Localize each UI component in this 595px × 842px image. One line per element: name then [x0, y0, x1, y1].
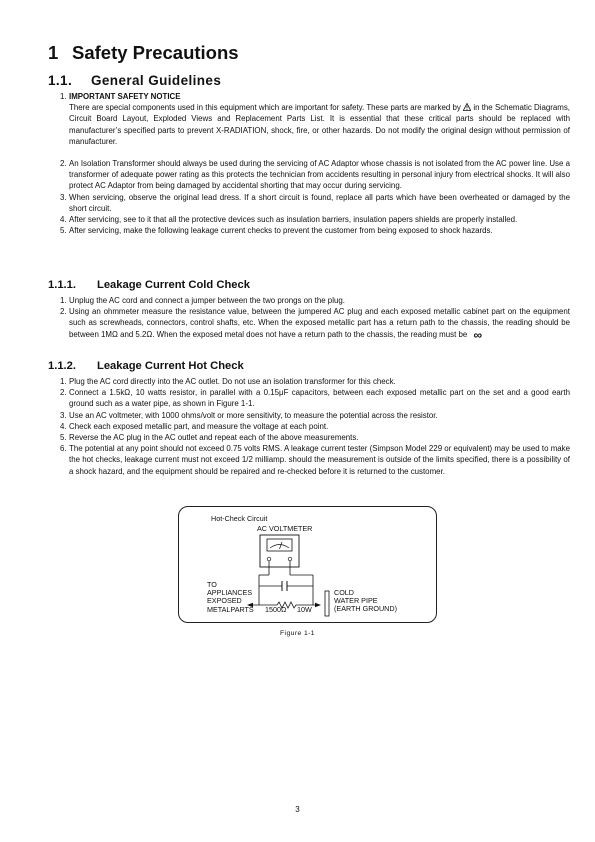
list-item: [48, 387, 570, 409]
section-number: 1.1.1.: [48, 279, 76, 291]
item-number: 2.: [60, 159, 67, 169]
item-text: Check each exposed metallic part, and measure the voltage at each point.: [69, 421, 329, 431]
notice-heading: IMPORTANT SAFETY NOTICE: [69, 92, 181, 101]
voltmeter-label: AC VOLTMETER: [257, 524, 313, 533]
section-number: 1.1.: [48, 73, 73, 88]
list-item: [48, 421, 570, 432]
item-text: Use an AC voltmeter, with 1000 ohms/volt or more sensitivity, to measure the potential across the resistor.: [69, 410, 438, 420]
list-item: [48, 91, 570, 147]
list-item: [48, 192, 570, 214]
label-line: TO: [207, 580, 217, 589]
item-number: 1.: [60, 92, 67, 101]
item-number: 1.: [60, 296, 67, 305]
label-line: WATER PIPE: [334, 596, 378, 606]
item-number: 3.: [60, 410, 67, 420]
hot-check-circuit-figure: [178, 506, 437, 623]
list-item: [48, 295, 570, 306]
item-number: 4.: [60, 421, 67, 431]
water-pipe-icon: [325, 591, 329, 616]
list-item: [48, 443, 570, 477]
chapter-title: [48, 42, 239, 64]
label-line: (EARTH GROUND): [334, 604, 397, 614]
item-text: There are special components used in this equipment which are important for safety. These parts are marked by: [69, 103, 461, 113]
item-number: 2.: [60, 307, 67, 317]
resistance-label: 1500Ω: [265, 604, 287, 614]
section-number: 1.1.2.: [48, 360, 76, 372]
terminal-left-icon: [267, 557, 271, 561]
item-text-continued: in the Schematic Diagrams, Circuit Board Layout, Exploded Views and Replacement Parts List. It is essential that these critical parts should be replaced with manufacturer’s specified parts to prevent X-RADIATION, shock, fire, or other hazards. Do not modify the original design without permission of manufacturer.: [69, 103, 570, 146]
section-heading-hot-check: [48, 360, 244, 372]
arrow-right-icon: [315, 603, 321, 607]
section-heading-general: [48, 73, 221, 88]
item-number: 5.: [60, 433, 67, 443]
item-number: 3.: [60, 192, 67, 202]
item-text: An Isolation Transformer should always be used during the servicing of AC Adaptor whose chassis is not isolated from the AC power line. Use a transformer of adequate power rating as this protects the technician from accidents resulting in personal injury from electrical shocks. It will also protect AC Adaptor from being damaged by accidental shorting that may occur during servicing.: [69, 159, 570, 191]
terminal-right-icon: [288, 557, 292, 561]
item-number: 5.: [60, 226, 67, 236]
warning-triangle-icon: [463, 103, 471, 111]
section-title: General Guidelines: [91, 73, 222, 88]
earth-ground-label: [334, 589, 397, 614]
general-guidelines-list: [48, 91, 570, 236]
list-item: [48, 214, 570, 225]
item-text: Connect a 1.5kΩ, 10 watts resistor, in parallel with a 0.15μF capacitors, between each exposed metallic part on the set and a good earth ground such as a water pipe, as shown in Figure 1-1.: [69, 388, 570, 409]
item-text: The potential at any point should not exceed 0.75 volts RMS. A leakage current tester (Simpson Model 229 or equivalent) may be used to make the hot checks, leakage current must not exceed 1/2 milliamp. should the measurement is outside of the limits specified, there is a possibility of a shock hazard, and the equipment should be repaired and re-checked before it is returned to the customer.: [69, 444, 570, 476]
cold-check-list: [48, 295, 570, 341]
voltmeter-dial-icon: [267, 539, 292, 551]
section-title: Leakage Current Hot Check: [97, 360, 244, 372]
item-text: After servicing, see to it that all the protective devices such as insulation barriers, insulation papers shields are properly installed.: [69, 215, 518, 225]
list-item: [48, 410, 570, 421]
page-number: 3: [295, 805, 300, 814]
chapter-title-text: Safety Precautions: [72, 42, 239, 63]
list-item: [48, 225, 570, 236]
label-line: APPLIANCES: [207, 588, 253, 598]
hot-check-list: [48, 376, 570, 477]
section-title: Leakage Current Cold Check: [97, 279, 250, 291]
item-number: 2.: [60, 388, 67, 398]
label-line: METALPARTS: [207, 604, 254, 614]
figure-caption: Figure 1-1: [280, 630, 315, 637]
item-text: After servicing, make the following leakage current checks to prevent the customer from being exposed to shock hazards.: [69, 226, 493, 236]
item-text: When servicing, observe the original lead dress. If a short circuit is found, replace all parts which have been overheated or damaged by the short circuit.: [69, 192, 570, 213]
wattage-label: 10W: [297, 604, 312, 614]
item-text: Using an ohmmeter measure the resistance value, between the jumpered AC plug and each exposed metallic cabinet part on the equipment such as screwheads, connectors, control shafts, etc. When the exposed metallic part has a return path to the chassis, the reading should be between 1MΩ and 5.2Ω. When the exposed metal does not have a return path to the chassis, the reading must be: [69, 307, 570, 339]
figure-box-title: Hot-Check Circuit: [211, 514, 268, 523]
item-number: 4.: [60, 215, 67, 225]
spacer: [48, 147, 570, 158]
list-item: [48, 306, 570, 341]
list-item: [48, 376, 570, 387]
item-text: Unplug the AC cord and connect a jumper between the two prongs on the plug.: [69, 296, 345, 305]
item-text: Plug the AC cord directly into the AC outlet. Do not use an isolation transformer for this check.: [69, 377, 396, 386]
list-item: [48, 432, 570, 443]
infinity-symbol: ∞: [473, 327, 483, 342]
appliance-label: [207, 581, 254, 614]
chapter-number: 1: [48, 42, 59, 63]
item-number: 6.: [60, 444, 67, 454]
list-item: [48, 158, 570, 192]
item-text: Reverse the AC plug in the AC outlet and repeat each of the above measurements.: [69, 433, 359, 443]
item-number: 1.: [60, 377, 67, 386]
section-heading-cold-check: [48, 279, 250, 291]
label-line: EXPOSED: [207, 596, 242, 606]
label-line: COLD: [334, 588, 354, 597]
